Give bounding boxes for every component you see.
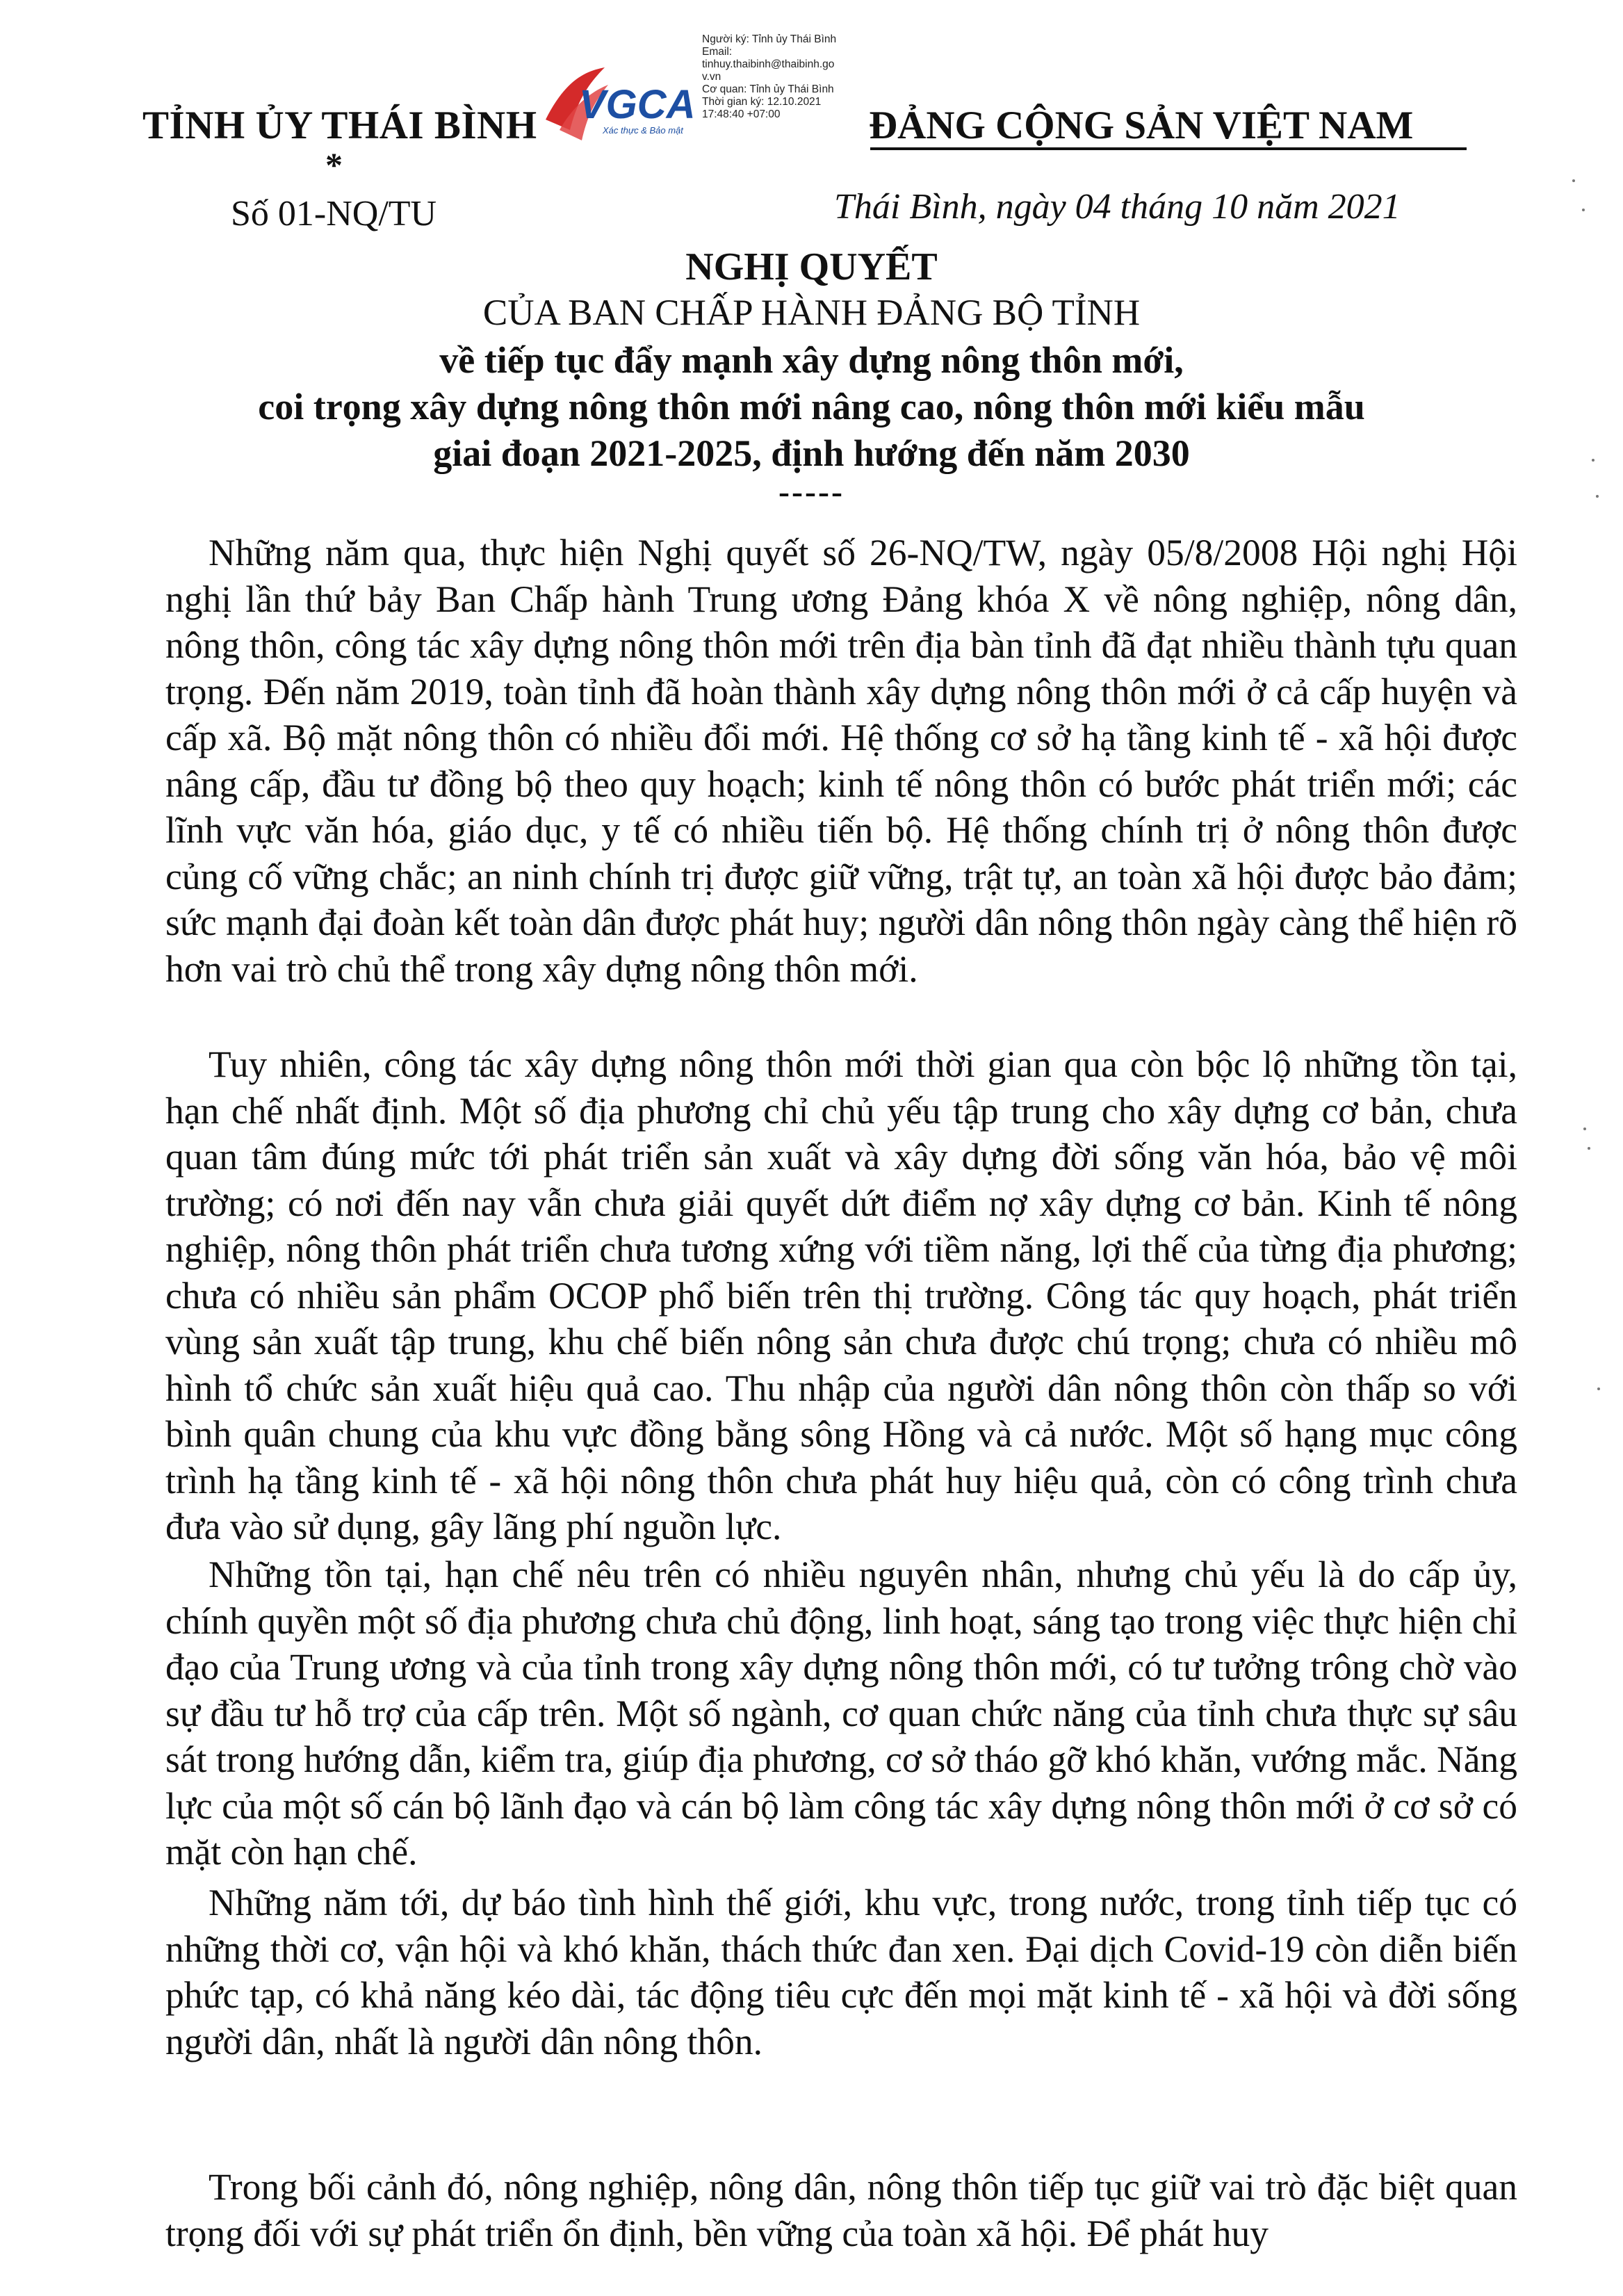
document-issuer-subtitle: CỦA BAN CHẤP HÀNH ĐẢNG BỘ TỈNH	[482, 293, 1141, 333]
vgca-logo	[539, 64, 699, 147]
body-paragraph: Những tồn tại, hạn chế nêu trên có nhiều nguyên nhân, nhưng chủ yếu là do cấp ủy, chính quyền một số địa phương chưa chủ động, linh hoạt, sáng tạo trong việc thực hiện chỉ đạo của Trung ương và của tỉnh trong xây dựng nông thôn mới, có tư tưởng trông chờ vào sự đầu tư hỗ trợ của cấp trên. Một số ngành, cơ quan chức năng của tỉnh chưa thực sự sâu sát trong hướng dẫn, kiểm tra, giúp địa phương, cơ sở tháo gỡ khó khăn, vướng mắc. Năng lực của một số cán bộ lãnh đạo và cán bộ làm công tác xây dựng nông thôn mới ở cơ sở có mặt còn hạn chế.	[165, 1554, 1517, 1873]
logo-tagline: Xác thực & Bảo mật	[603, 125, 683, 136]
title-divider: -----	[778, 473, 845, 510]
signature-line: 17:48:40 +07:00	[702, 108, 781, 120]
issuing-organization: TỈNH ỦY THÁI BÌNH	[142, 104, 537, 147]
scan-speck	[1583, 1127, 1586, 1130]
signature-line: v.vn	[702, 71, 721, 83]
star-mark: *	[325, 145, 343, 184]
document-number: Số 01-NQ/TU	[231, 194, 437, 234]
digital-signature-info	[702, 33, 869, 121]
body-paragraph: Tuy nhiên, công tác xây dựng nông thôn mới thời gian qua còn bộc lộ những tồn tại, hạn chế nhất định. Một số địa phương chỉ chủ yếu tập trung cho xây dựng cơ bản, chưa quan tâm đúng mức tới phát triển sản xuất và xây dựng đời sống văn hóa, bảo vệ môi trường; có nơi đến nay vẫn chưa giải quyết dứt điểm nợ xây dựng cơ bản. Kinh tế nông nghiệp, nông thôn phát triển chưa tương xứng với tiềm năng, lợi thế của từng địa phương; chưa có nhiều sản phẩm OCOP phổ biến trên thị trường. Công tác quy hoạch, phát triển vùng sản xuất tập trung, khu chế biến nông sản chưa được chú trọng; chưa có nhiều mô hình tổ chức sản xuất hiệu quả cao. Thu nhập của người dân nông thôn còn thấp so với bình quân chung của khu vực đồng bằng sông Hồng và cả nước. Một số hạng mục công trình hạ tầng kinh tế - xã hội nông thôn chưa phát huy hiệu quả, còn có công trình chưa đưa vào sử dụng, gây lãng phí nguồn lực.	[165, 1043, 1517, 1547]
signature-line: Cơ quan: Tỉnh ủy Thái Bình	[702, 83, 834, 95]
signature-line: Thời gian ký: 12.10.2021	[702, 96, 822, 108]
document-date: Thái Bình, ngày 04 tháng 10 năm 2021	[834, 187, 1401, 227]
party-name-underline	[870, 147, 1467, 150]
scan-speck	[1572, 179, 1575, 182]
document-subject-line-2: coi trọng xây dựng nông thôn mới nâng cao, nông thôn mới kiểu mẫu	[258, 386, 1365, 428]
scan-speck	[1592, 459, 1595, 462]
document-subject-line-1: về tiếp tục đẩy mạnh xây dựng nông thôn mới,	[439, 339, 1184, 381]
scan-speck	[1582, 209, 1585, 211]
scan-speck	[1596, 495, 1599, 498]
signature-line: tinhuy.thaibinh@thaibinh.go	[702, 58, 835, 70]
scan-speck	[1588, 1147, 1590, 1150]
logo-text: VGCA	[579, 82, 696, 127]
document-subject-line-3: giai đoạn 2021-2025, định hướng đến năm 2030	[433, 432, 1190, 474]
signature-line: Email:	[702, 46, 733, 58]
scan-speck	[1597, 1387, 1600, 1390]
signature-line: Người ký: Tỉnh ủy Thái Bình	[702, 33, 837, 45]
body-paragraph: Trong bối cảnh đó, nông nghiệp, nông dân, nông thôn tiếp tục giữ vai trò đặc biệt quan trọng đối với sự phát triển ổn định, bền vững của toàn xã hội. Để phát huy	[165, 2166, 1517, 2254]
party-name: ĐẢNG CỘNG SẢN VIỆT NAM	[869, 104, 1414, 147]
body-paragraph: Những năm tới, dự báo tình hình thế giới, khu vực, trong nước, trong tỉnh tiếp tục có những thời cơ, vận hội và khó khăn, thách thức đan xen. Đại dịch Covid-19 còn diễn biến phức tạp, có khả năng kéo dài, tác động tiêu cực đến mọi mặt kinh tế - xã hội và đời sống người dân, nhất là người dân nông thôn.	[165, 1882, 1517, 2062]
body-paragraph: Những năm qua, thực hiện Nghị quyết số 26-NQ/TW, ngày 05/8/2008 Hội nghị Hội nghị lần thứ bảy Ban Chấp hành Trung ương Đảng khóa X về nông nghiệp, nông dân, nông thôn, công tác xây dựng nông thôn mới trên địa bàn tỉnh đã đạt nhiều thành tựu quan trọng. Đến năm 2019, toàn tỉnh đã hoàn thành xây dựng nông thôn mới ở cả cấp huyện và cấp xã. Bộ mặt nông thôn có nhiều đổi mới. Hệ thống cơ sở hạ tầng kinh tế - xã hội được nâng cấp, đầu tư đồng bộ theo quy hoạch; kinh tế nông thôn có bước phát triển mới; các lĩnh vực văn hóa, giáo dục, y tế có nhiều tiến bộ. Hệ thống chính trị ở nông thôn được củng cố vững chắc; an ninh chính trị được giữ vững, trật tự, an toàn xã hội được bảo đảm; sức mạnh đại đoàn kết toàn dân được phát huy; người dân nông thôn ngày càng thể hiện rõ hơn vai trò chủ thể trong xây dựng nông thôn mới.	[165, 532, 1517, 990]
document-type-title: NGHỊ QUYẾT	[685, 245, 938, 288]
